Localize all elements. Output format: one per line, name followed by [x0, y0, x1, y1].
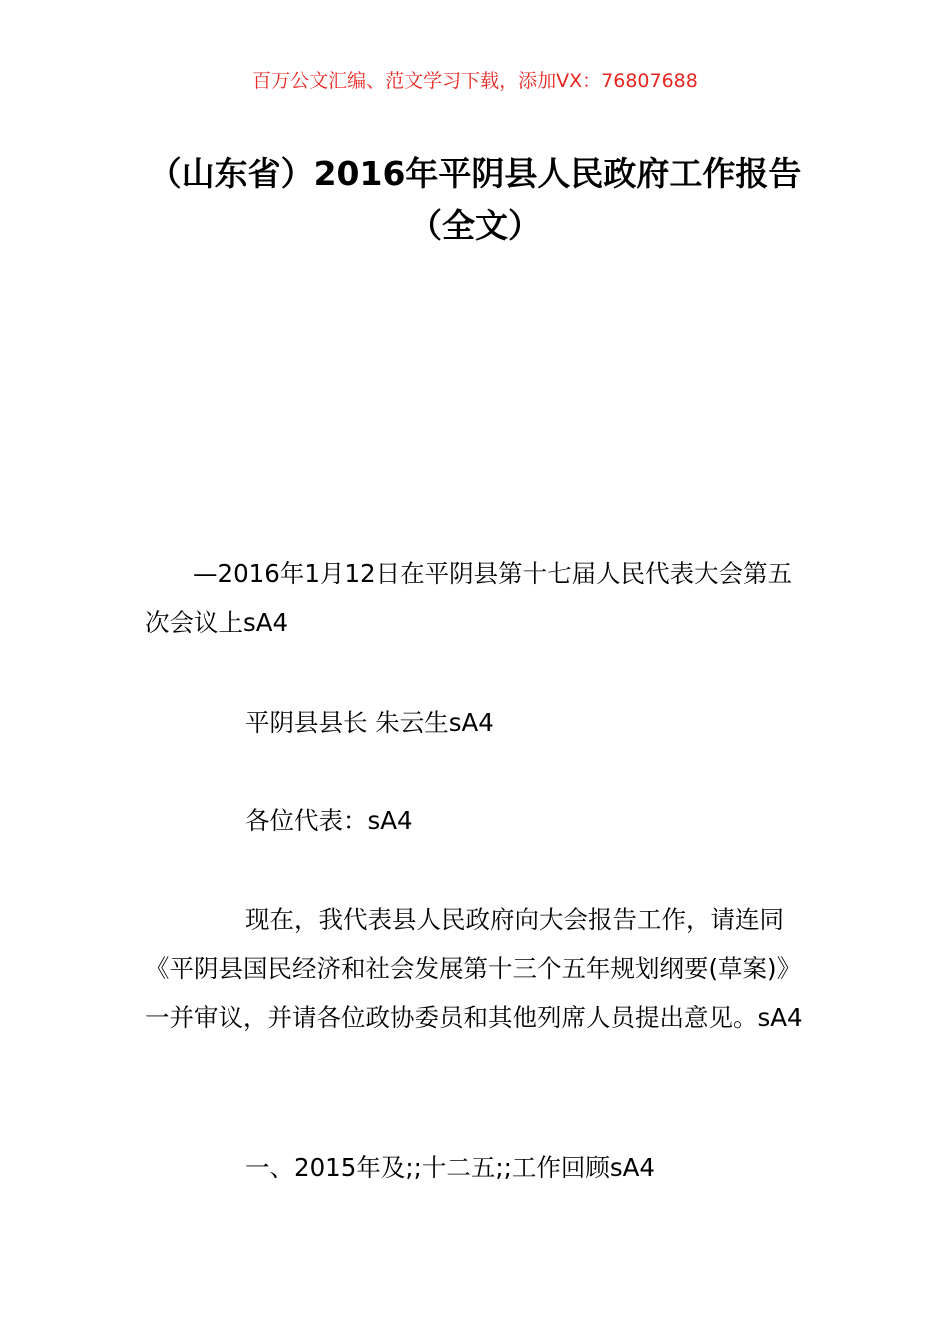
section-heading: 一、2015年及;;十二五;;工作回顾sA4 [245, 1153, 655, 1182]
meeting-info-paragraph: —2016年1月12日在平阴县第十七届人民代表大会第五次会议上sA4 [145, 559, 793, 637]
greeting-line: 各位代表：sA4 [245, 806, 413, 835]
header-notice: 百万公文汇编、范文学习下载，添加VX：76807688 [252, 70, 698, 92]
document-title: （山东省）2016年平阴县人民政府工作报告（全文） [148, 154, 802, 245]
intro-paragraph: 现在，我代表县人民政府向大会报告工作，请连同《平阴县国民经济和社会发展第十三个五年规划纲要(草案)》一并审议，并请各位政协委员和其他列席人员提出意见。sA4 [145, 905, 803, 1032]
speaker-line: 平阴县县长 朱云生sA4 [245, 708, 494, 737]
